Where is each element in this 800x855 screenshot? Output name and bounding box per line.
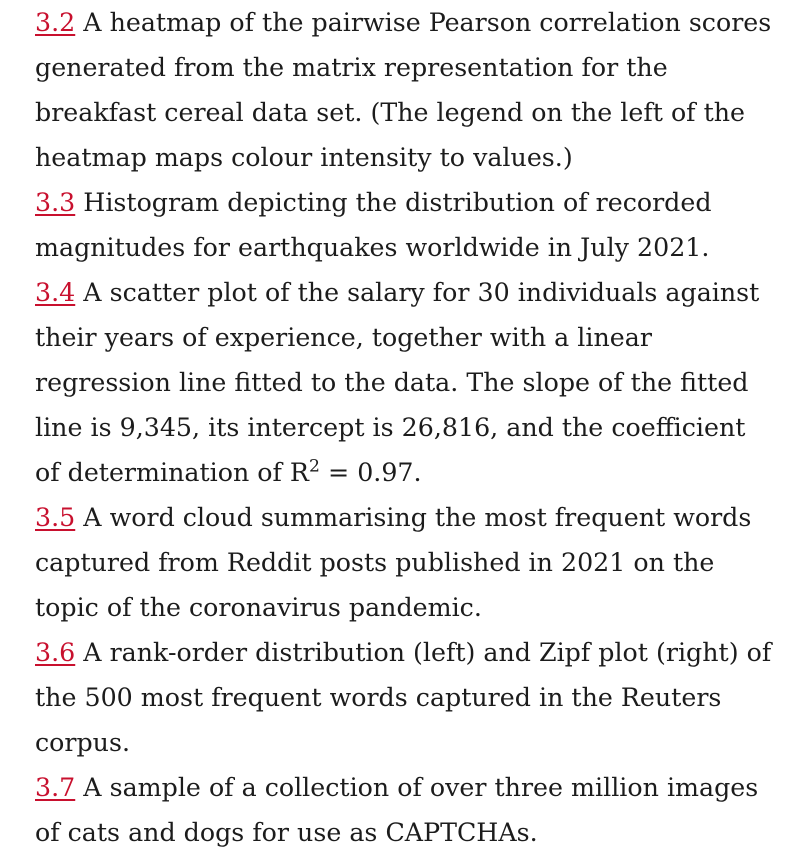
figure-link-3-7[interactable]: 3.7 xyxy=(35,773,76,802)
figure-entry-3-6 xyxy=(35,630,776,765)
figure-caption-3-3: Histogram depicting the distribution of recorded magnitudes for earthquakes worldwide in July 2021. xyxy=(35,188,712,262)
figure-entry-3-4 xyxy=(35,270,776,495)
figure-link-3-4[interactable]: 3.4 xyxy=(35,278,76,307)
figure-entry-3-7 xyxy=(35,765,776,855)
figure-entry-3-2 xyxy=(35,0,776,180)
figure-link-3-3[interactable]: 3.3 xyxy=(35,188,76,217)
figure-link-3-2[interactable]: 3.2 xyxy=(35,8,76,37)
figure-caption-3-4: A scatter plot of the salary for 30 individuals against their years of experience, together with a linear regression line fitted to the data. The slope of the fitted line is 9,345, its intercept is 26,816, and the coefficient of determination of R xyxy=(35,278,760,487)
figure-caption-3-7: A sample of a collection of over three million images of cats and dogs for use as CAPTCHAs. xyxy=(35,773,759,847)
figure-caption-3-5: A word cloud summarising the most frequent words captured from Reddit posts published in 2021 on the topic of the coronavirus pandemic. xyxy=(35,503,752,622)
figure-caption-3-2: A heatmap of the pairwise Pearson correlation scores generated from the matrix representation for the breakfast cereal data set. (The legend on the left of the heatmap maps colour intensity to values.) xyxy=(35,8,772,172)
figure-link-3-5[interactable]: 3.5 xyxy=(35,503,76,532)
figure-link-3-6[interactable]: 3.6 xyxy=(35,638,76,667)
r-squared-superscript: 2 xyxy=(308,456,320,477)
figure-entry-3-3 xyxy=(35,180,776,270)
figure-entry-3-5 xyxy=(35,495,776,630)
figure-caption-3-4-end: = 0.97. xyxy=(319,458,422,487)
figure-caption-3-6: A rank-order distribution (left) and Zipf plot (right) of the 500 most frequent words captured in the Reuters corpus. xyxy=(35,638,772,757)
